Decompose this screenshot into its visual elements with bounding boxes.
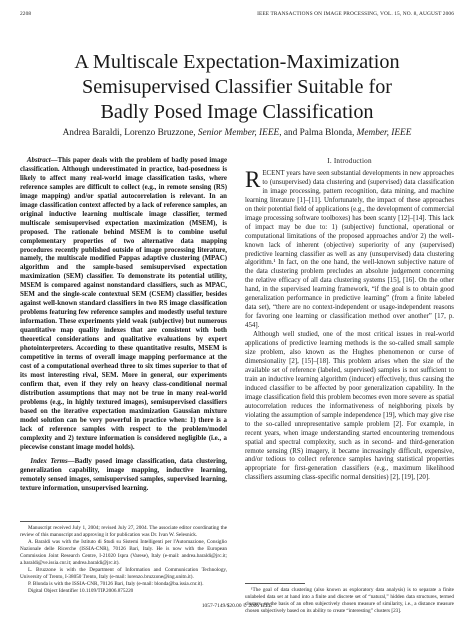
author-role-2: Member, IEEE: [356, 128, 412, 138]
author-role: Senior Member, IEEE: [197, 128, 280, 138]
author-line: [0, 128, 474, 138]
intro-paragraph: [245, 166, 454, 331]
running-header: [20, 11, 454, 19]
footnote-doi: Digital Object Identifier 10.1109/TIP.2006.875220: [28, 588, 134, 594]
footnote-author-bruzzone: L. Bruzzone is with the Department of Information and Communication Technology, University of Trento, I-38050 Trento, Italy (e-mail: lorenzo.bruzzone@ing.unitn.it).: [20, 567, 227, 580]
page-number: 2208: [20, 11, 32, 17]
right-column: [245, 157, 454, 483]
paper-title: [0, 50, 474, 125]
index-terms: [20, 458, 227, 494]
intro-paragraph: Although well studied, one of the most critical issues in real-world applications of predictive learning methods is the so-called small sample size problem, also known as the Hughes phenomenon or curse of dimensionality [2], [15]–[18]. This problem arises when the size of the available set of reference (labeled, supervised) samples is not sufficient to train an inductive learning algorithm (inducer) effectively, thus causing the induced classifier to be affected by poor generalization capability. In the image classification field this problem becomes even more severe as spatial autocorrelation reduces the informativeness of neighboring pixels by violating the assumption of sample independence [19], which may give rise to the so-called unrepresentative sample problem [2]. For example, in recent years, when image understanding started encountering tremendous spatial and spectral complexity, such as in second- and third-generation remote sensing (RS) imagery, it became increasingly difficult, expensive, and/or tedious to collect reference samples having statistical properties appropriate for first-generation classifiers (e.g., maximum likelihood classifiers assuming class-specific normal densities) [2], [19], [20].: [245, 331, 454, 482]
author-footnotes: [20, 521, 227, 595]
footnote-author-baraldi: A. Baraldi was with the Istituto di Studi su Sistemi Intelligenti per l'Automazione, Consiglio Nazionale delle Ricerche (ISSIA-CNR), 70126 Bari, Italy. He is now with the European Commission Joint Research Centre, I-21020 Ispra (Varese), Italy (e-mail: andrea.baraldi@jrc.it; a.baraldi@ve.issia.cnr.it; andrea.baraldi@jrc.it).: [20, 539, 227, 566]
journal-name: IEEE TRANSACTIONS ON IMAGE PROCESSING, VOL. 15, NO. 8, AUGUST 2006: [257, 11, 454, 17]
copyright-line: 1057-7149/$20.00 © 2006 IEEE: [201, 603, 273, 609]
footnote-rule: [20, 521, 80, 522]
index-terms-label: Index Terms: [30, 458, 68, 466]
author-names-2: , and Palma Blonda,: [279, 128, 357, 138]
intro-paragraph-text: ECENT years have seen substantial developments in new approaches to (unsupervised) data clustering and (supervised) data classification in image processing, pattern recognition, data mining, and machine learning literature [1]–[11]. Unfortunately, the impact of these approaches on their potential field of applications (e.g., the development of commercial image processing software toolboxes) has been scanty [12]–[14]. This lack of impact may be due to: 1) (subjective) functional, operational or computational limitations of the proposed approaches and/or 2) the well-known lack of inherent (objective) superiority of any (supervised) predictive learning classifier as well as any (unsupervised) data clustering algorithm.¹ In fact, on the one hand, the well-known subjective nature of the data clustering problem precludes an absolute judgement concerning the relative efficacy of all data clustering systems [15], [16]. On the other hand, in the supervised learning framework, “if the goal is to obtain good generalization performance in predictive learning” (from a finite labeled data set), “there are no context-independent or usage-independent reasons for favoring one learning or classification method over another” [17, p. 454].: [245, 169, 454, 330]
title-line: Semisupervised Classifier Suitable for: [81, 76, 393, 98]
drop-cap: R: [245, 166, 261, 192]
abstract-text: —This paper deals with the problem of badly posed image classification. Although underestimated in practice, bad-posedness is likely to affect many real-world image classification tasks, where reference samples are difficult to collect (e.g., in remote sensing (RS) image mapping) and/or spatial autocorrelation is relevant. In an image classification context affected by a lack of reference samples, an original inductive learning multiscale image classifier, termed multiscale semisupervised expectation maximization (MSEM), is proposed. The rationale behind MSEM is to combine useful complementary properties of two alternative data mapping procedures recently published outside of image processing literature, namely, the multiscale modified Pappas adaptive clustering (MPAC) algorithm and the sample-based semisupervised expectation maximization (SEM) classifier. To demonstrate its potential utility, MSEM is compared against nonstandard classifiers, such as MPAC, SEM and the single-scale contextual SEM (CSEM) classifier, besides against well-known standard classifiers in two RS image classification problems featuring few reference samples and modestly useful texture information. These experiments yield weak (subjective) but numerous quantitative map quality indexes that are consistent with both theoretical considerations and qualitative evaluations by expert photointerpreters. According to these quantitative results, MSEM is competitive in terms of overall image mapping performance at the cost of a computational overhead three to six times superior to that of its most interesting rival, SEM. More in general, our experiments confirm that, even if they rely on heavy class-conditional normal distribution assumptions that may not be true in many real-world problems (e.g., in highly textured images), semisupervised classifiers based on the iterative expectation maximization Gaussian mixture model solution can be very powerful in practice when: 1) there is a lack of reference samples with respect to the problem/model complexity and 2) texture information is considered negligible (i.e., a piecewise constant image model holds).: [20, 157, 227, 451]
index-terms-text: —Badly posed image classification, data clustering, generalization capability, image mapping, inductive learning, remotely sensed images, semisupervised samples, supervised learning, texture information, unsupervised learning.: [20, 458, 227, 493]
clustering-footnote: [245, 583, 454, 615]
left-column: [20, 157, 227, 494]
author-names: Andrea Baraldi, Lorenzo Bruzzone,: [62, 128, 198, 138]
title-line: Badly Posed Image Classification: [100, 101, 374, 123]
footnote-manuscript: Manuscript received July 1, 2004; revised July 27, 2004. The associate editor coordinating the review of this manuscript and approving it for publication was Dr. Ivan W. Selesnick.: [20, 525, 227, 538]
footnote-text: ¹The goal of data clustering (also known as exploratory data analysis) is to separate a finite unlabeled data set at hand into a finite and discrete set of “natural,” hidden data structures, termed clusters, on the basis of an often subjectively chosen measure of similarity, i.e., a distance measure chosen subjectively based on its ability to create “interesting” clusters [23].: [245, 587, 454, 614]
title-line: A Multiscale Expectation-Maximization: [74, 51, 400, 73]
abstract: [20, 157, 227, 452]
footnote-rule: [245, 583, 305, 584]
section-heading: I. Introduction: [327, 157, 372, 165]
abstract-label: Abstract: [26, 157, 51, 164]
footnote-author-blonda: P. Blonda is with the ISSIA-CNR, 70126 Bari, Italy (e-mail: blonda@ba.issia.cnr.it).: [28, 581, 204, 587]
